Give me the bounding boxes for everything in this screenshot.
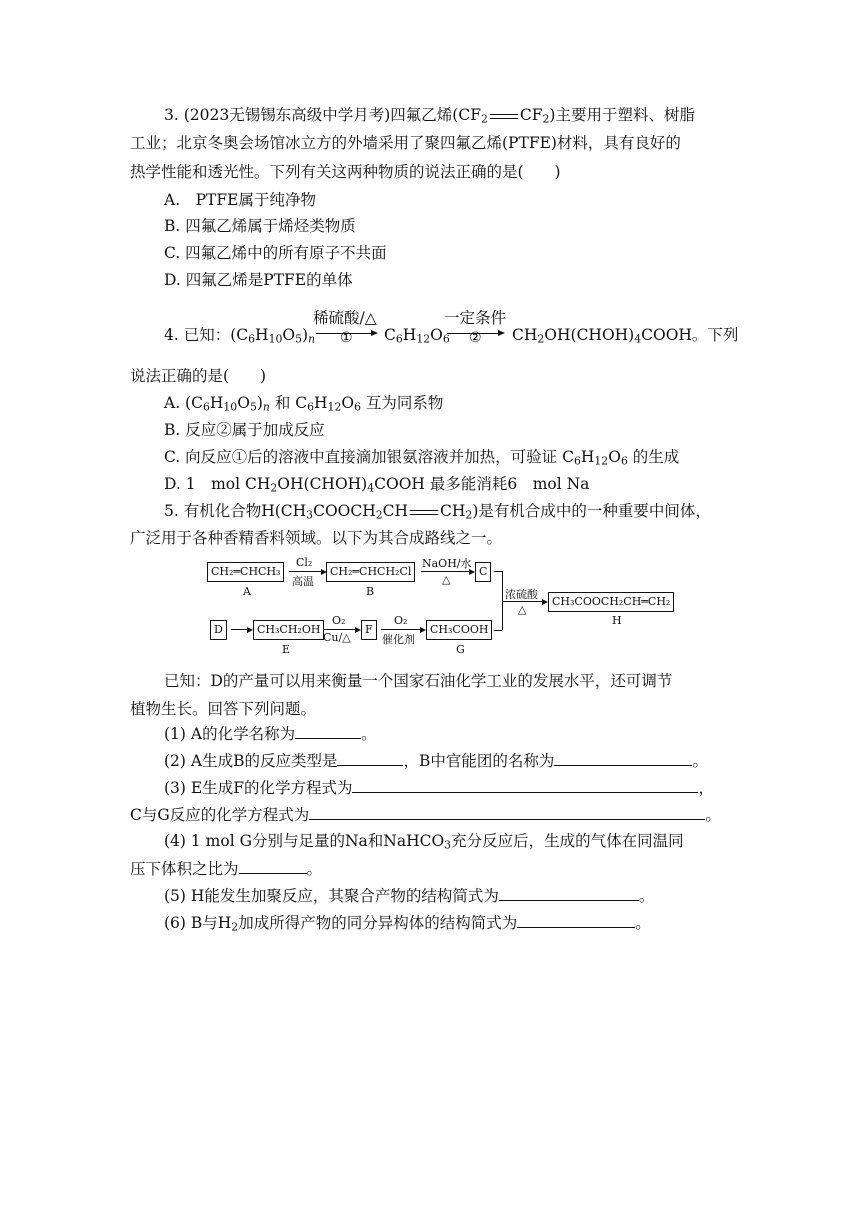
q4-cond1: 稀硫酸/△: [313, 309, 377, 327]
q4-option-a: A. $(C_6H_{10}O_5)_n$ 和 $C_6H_{12}O_6$ 互为同系物: [164, 394, 444, 414]
q5-line2: 广泛用于各种香精香料领域。以下为其合成路线之一。: [130, 529, 503, 547]
q4-line1: 4. 已知：$(C_6H_{10}O_5)_n$: [164, 326, 316, 346]
q3-option-b: B. 四氟乙烯属于烯烃类物质: [164, 217, 356, 235]
scheme-box-h: CH₃COOCH₂CH═CH₂: [548, 592, 674, 612]
q4-glucose: $C_6H_{12}O_6$: [384, 326, 450, 346]
scheme-label-g: G: [456, 643, 465, 656]
q5-line1: 5. 有机化合物$H(CH_3COOCH_2CH$ $CH_2$)是有机合成中的一种重要中间体，: [164, 502, 711, 522]
q3-line1: 3. (2023无锡锡东高级中学月考)四氟乙烯($CF_2$ $CF_2$)主要用于塑料、树脂: [164, 106, 695, 126]
scheme-naoh: NaOH/水: [422, 557, 472, 570]
scheme-delta-1: △: [442, 573, 451, 586]
q3-line2: 工业；北京冬奥会场馆冰立方的外墙采用了聚四氟乙烯(PTFE)材料，具有良好的: [130, 134, 681, 152]
q4-line2: 说法正确的是( ): [130, 367, 267, 385]
answer-blank-6[interactable]: [517, 912, 635, 928]
scheme-cu: Cu/△: [323, 631, 351, 644]
scheme-arrow-bc: [421, 571, 473, 572]
answer-blank-1[interactable]: [295, 723, 361, 739]
scheme-gaowen: 高温: [292, 575, 314, 588]
scheme-arrow-ef: [323, 629, 359, 630]
scheme-o2-1: O₂: [332, 614, 346, 627]
scheme-box-c: C: [475, 562, 491, 582]
q4-cond2: 一定条件: [444, 309, 507, 327]
q3-option-d: D. 四氟乙烯是PTFE的单体: [164, 271, 353, 289]
q4-option-c: C. 向反应①后的溶液中直接滴加银氨溶液并加热，可验证 $C_6H_{12}O_6$ 的生成: [164, 448, 680, 468]
scheme-box-d: D: [210, 620, 227, 640]
q4-option-d: D. 1 mol $CH_2OH(CHOH)_4COOH$ 最多能消耗6 mol Na: [164, 475, 590, 495]
q5-sub4b: 压下体积之比为 。: [130, 860, 323, 878]
q5-sub4: (4) 1 mol G分别与足量的Na和NaHCO$_3$充分反应后，生成的气体在同温同: [164, 832, 684, 852]
scheme-label-a: A: [243, 585, 251, 598]
scheme-cuihuaji: 催化剂: [382, 633, 415, 646]
scheme-arrow-fg: [381, 629, 424, 630]
q5-sub3b: C与G反应的化学方程式为 。: [130, 806, 721, 824]
q5-sub2: (2) A生成B的反应类型是 ，B中官能团的名称为 。: [164, 752, 708, 770]
scheme-box-g: CH₃COOH: [426, 620, 492, 640]
answer-blank-4[interactable]: [239, 858, 307, 874]
scheme-arrow-de: [231, 629, 251, 630]
scheme-box-a: CH₂═CHCH₃: [207, 562, 284, 582]
scheme-arrow-ab: [289, 571, 325, 572]
q3-option-a: A. PTFE属于纯净物: [164, 191, 316, 209]
q5-known1: 已知：D的产量可以用来衡量一个国家石油化学工业的发展水平，还可调节: [164, 672, 673, 690]
q5-sub3: (3) E生成F的化学方程式为 ，: [164, 779, 714, 797]
q4-product: $CH_2OH(CHOH)_4COOH$。下列: [512, 326, 739, 346]
answer-blank-2a[interactable]: [337, 750, 403, 766]
scheme-box-e: CH₃CH₂OH: [253, 620, 324, 640]
scheme-label-e: E: [282, 643, 291, 656]
q3-source: (2023无锡锡东高级中学月考): [183, 106, 391, 124]
double-bond: [490, 114, 518, 119]
q3-option-c: C. 四氟乙烯中的所有原子不共面: [164, 244, 387, 262]
q5-known2: 植物生长。回答下列问题。: [130, 700, 317, 718]
scheme-label-h: H: [612, 614, 622, 627]
answer-blank-2b[interactable]: [554, 750, 692, 766]
q5-sub6: (6) B与$H_2$加成所得产物的同分异构体的结构简式为 。: [164, 914, 651, 934]
q5-sub5: (5) H能发生加聚反应，其聚合产物的结构简式为 。: [164, 887, 655, 905]
q4-option-b: B. 反应②属于加成反应: [164, 421, 325, 439]
q3-number: 3.: [164, 106, 179, 124]
scheme-nonghs: 浓硫酸: [505, 588, 538, 601]
answer-blank-3a[interactable]: [352, 777, 698, 793]
scheme-delta-2: △: [518, 603, 527, 616]
q4-step2: ②: [469, 330, 482, 346]
q3-line3: 热学性能和透光性。下列有关这两种物质的说法正确的是( ): [130, 163, 561, 181]
scheme-o2-2: O₂: [394, 614, 408, 627]
q5-sub1: (1) A的化学名称为 。: [164, 725, 377, 743]
scheme-arrow-h: [502, 601, 546, 602]
q4-step1: ①: [340, 330, 353, 346]
scheme-box-f: F: [361, 620, 377, 640]
scheme-cl2: Cl₂: [296, 556, 313, 569]
scheme-box-b: CH₂═CHCH₂Cl: [326, 562, 415, 582]
answer-blank-3b[interactable]: [309, 804, 705, 820]
answer-blank-5[interactable]: [499, 885, 639, 901]
scheme-label-b: B: [366, 585, 375, 598]
